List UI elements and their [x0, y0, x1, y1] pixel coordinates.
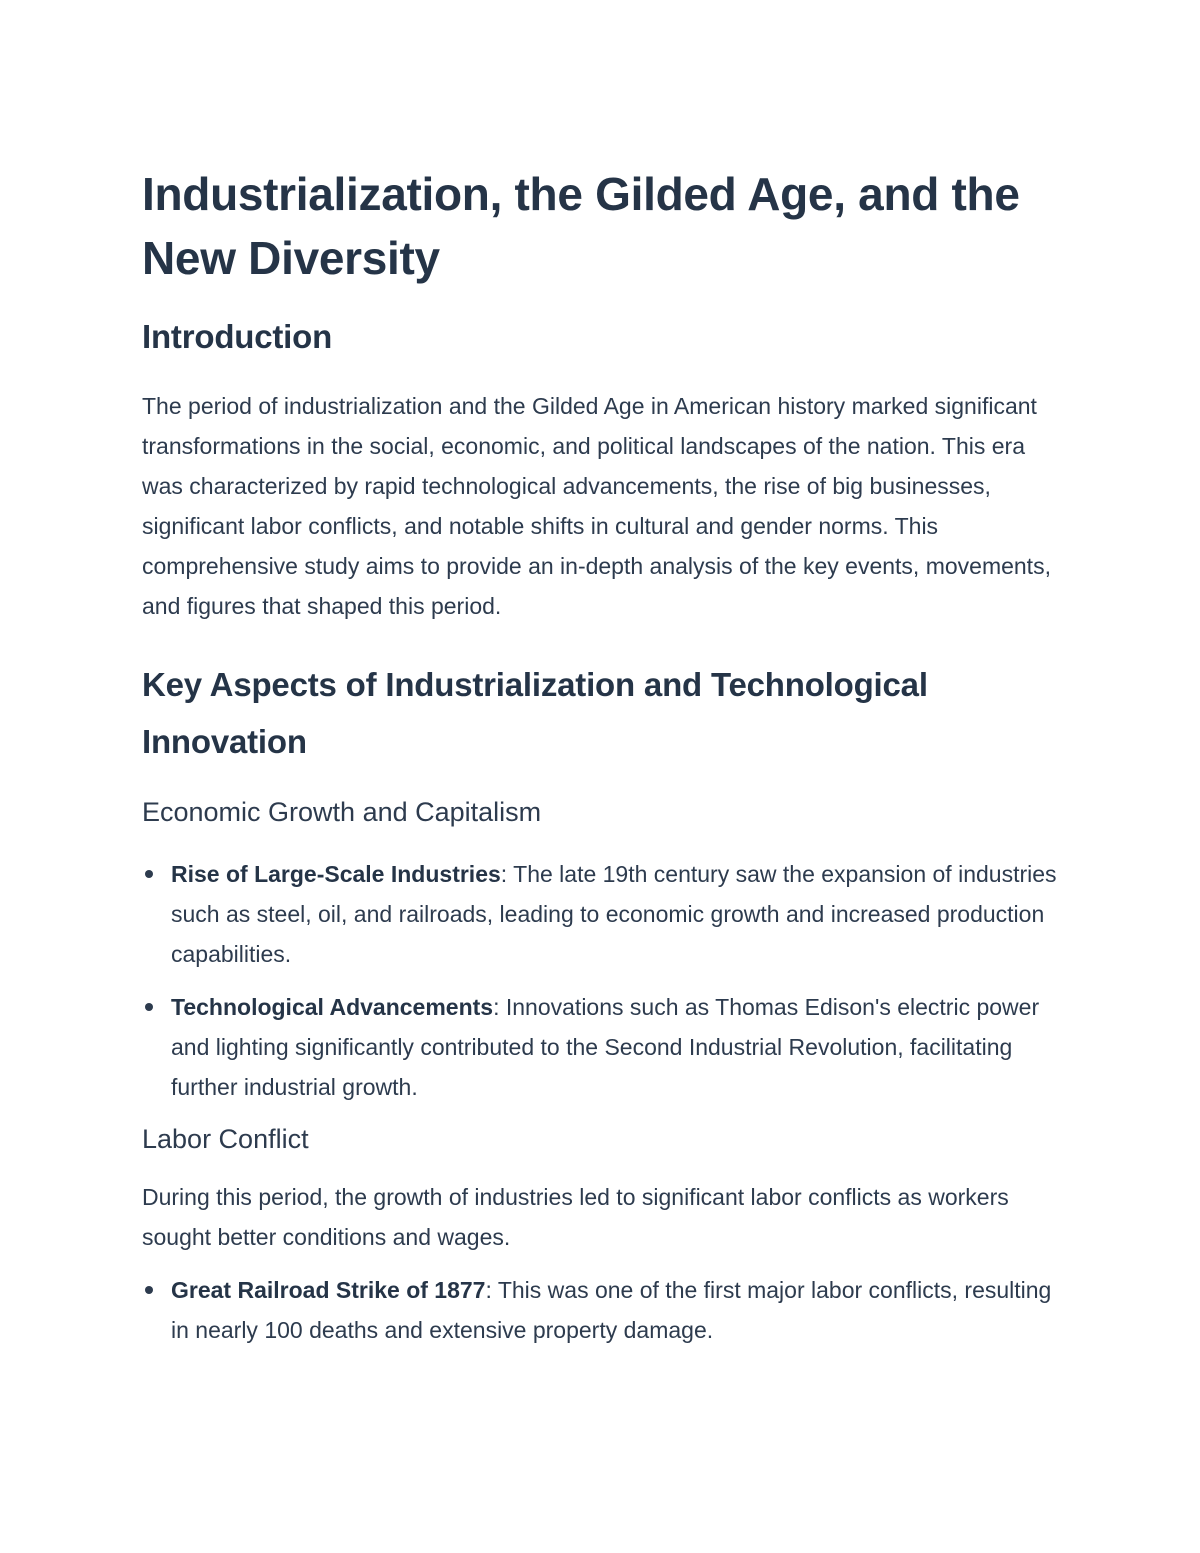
labor-conflict-paragraph: During this period, the growth of industries led to significant labor conflicts as workers sought better conditions and wages. [142, 1184, 1009, 1250]
introduction-heading: Introduction [142, 318, 333, 355]
list-item-term: Great Railroad Strike of 1877 [171, 1277, 486, 1303]
document-title: Industrialization, the Gilded Age, and the New Diversity [142, 168, 1020, 284]
bullet-icon [145, 870, 153, 878]
labor-conflict-heading: Labor Conflict [142, 1124, 309, 1154]
list-item-term: Technological Advancements [171, 994, 494, 1020]
introduction-paragraph: The period of industrialization and the Gilded Age in American history marked significant transformations in the social, economic, and political landscapes of the nation. This era was characterized by rapid technological advancements, the rise of big businesses, significant labor conflicts, and notable shifts in cultural and gender norms. This comprehensive study aims to provide an in-depth analysis of the key events, movements, and figures that shaped this period. [142, 393, 1051, 619]
list-item [142, 987, 1072, 1107]
bullet-icon [145, 1286, 153, 1294]
labor-conflict-list [142, 1270, 1072, 1350]
list-item [142, 1270, 1072, 1350]
key-aspects-heading: Key Aspects of Industrialization and Technological Innovation [142, 666, 928, 760]
list-item [142, 854, 1072, 974]
document-page [142, 162, 1072, 1350]
list-item-text: : The late 19th century saw the expansion of industries such as steel, oil, and railroads, leading to economic growth and increased production capabilities. [171, 861, 1057, 967]
bullet-icon [145, 1003, 153, 1011]
economic-growth-list [142, 854, 1072, 1107]
list-item-term: Rise of Large-Scale Industries [171, 861, 501, 887]
economic-growth-heading: Economic Growth and Capitalism [142, 797, 542, 827]
list-item-text: : Innovations such as Thomas Edison's electric power and lighting significantly contributed to the Second Industrial Revolution, facilitating further industrial growth. [171, 994, 1040, 1100]
list-item-text: : This was one of the first major labor conflicts, resulting in nearly 100 deaths and extensive property damage. [171, 1277, 1052, 1343]
